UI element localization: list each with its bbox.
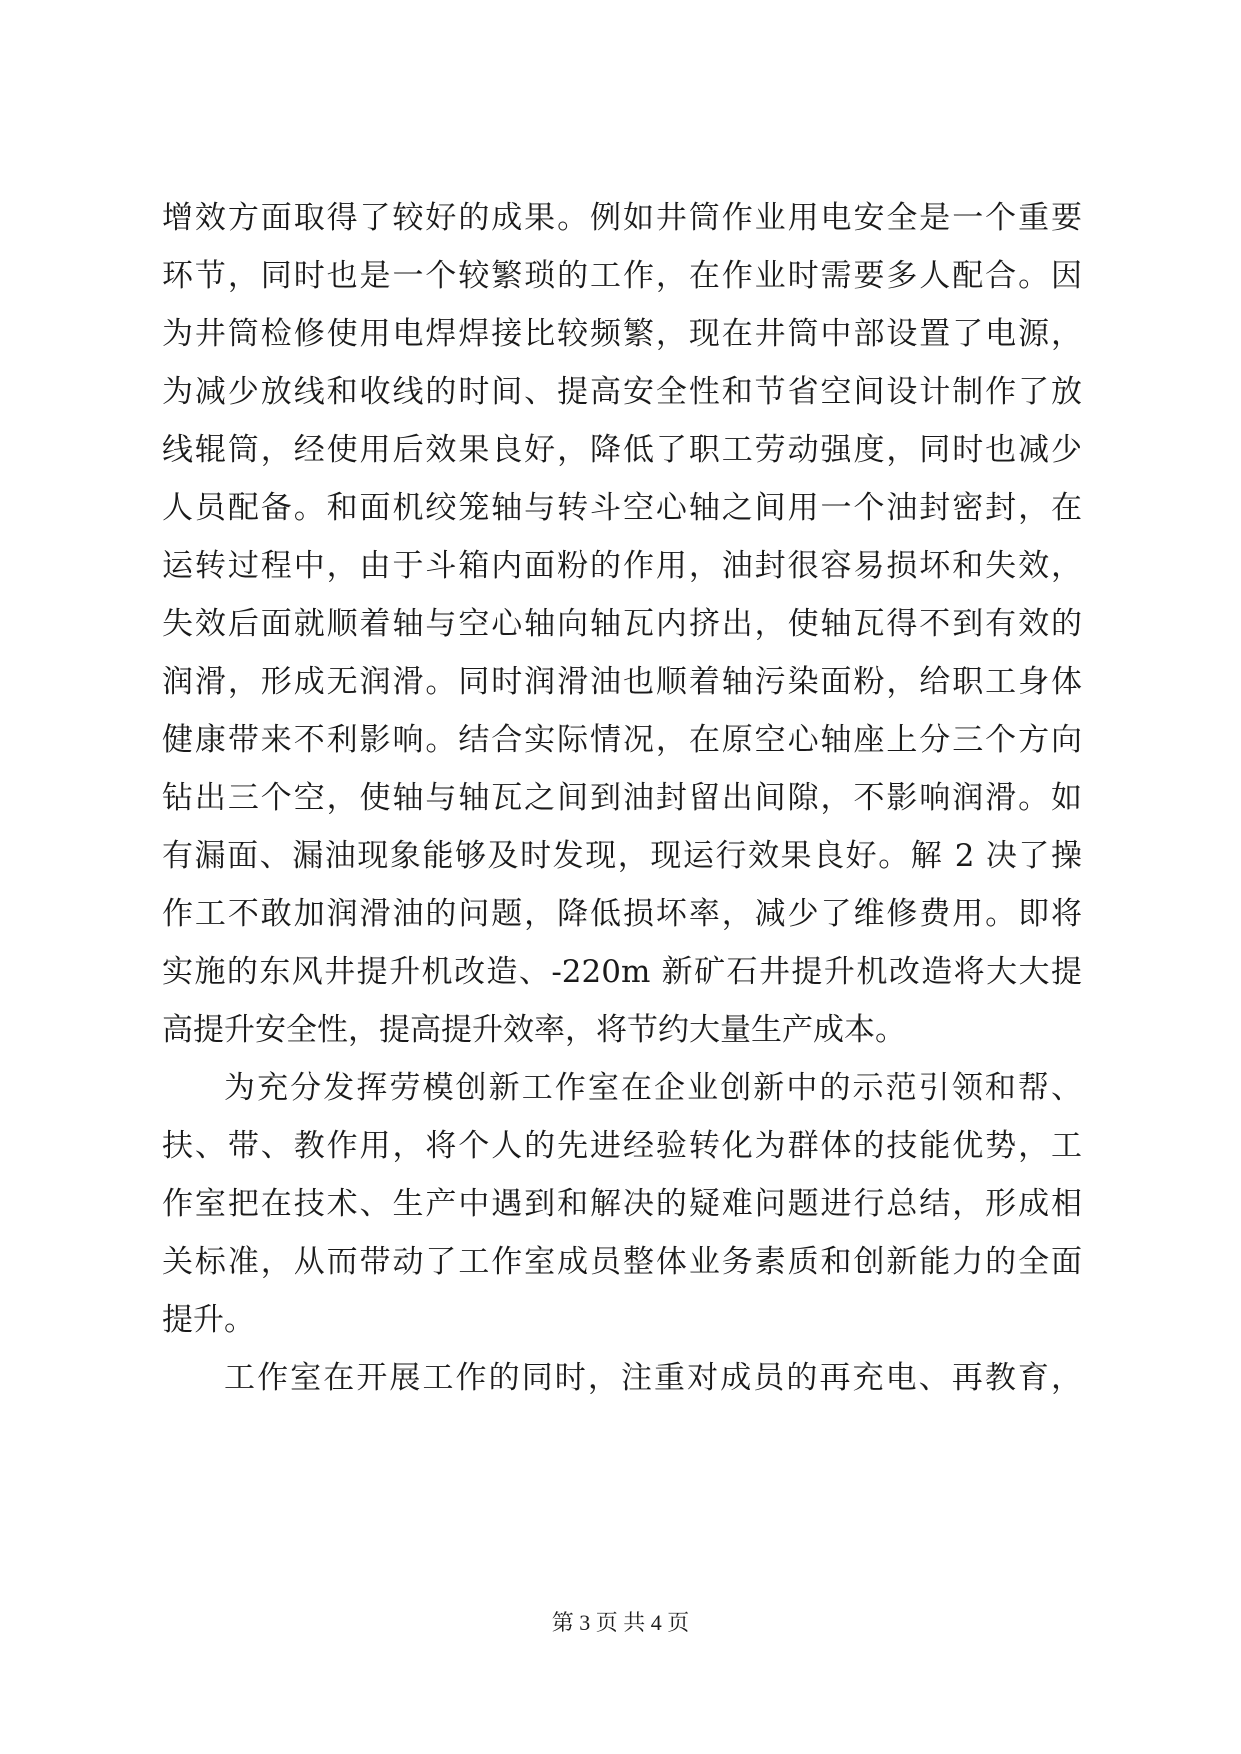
paragraph-2-line-1: 为充分发挥劳模创新工作室在企业创新中的示范引领和帮、 (224, 1070, 1082, 1106)
paragraph-1-line-6: 人员配备。和面机绞笼轴与转斗空心轴之间用一个油封密封，在 (162, 490, 1082, 526)
paragraph-1-line-15: 高提升安全性，提高提升效率，将节约大量生产成本。 (162, 1012, 906, 1048)
page-footer: 第 3 页 共 4 页 (551, 1610, 690, 1635)
paragraph-1-line-7: 运转过程中，由于斗箱内面粉的作用，油封很容易损坏和失效， (162, 548, 1082, 584)
paragraph-1-line-2: 环节，同时也是一个较繁琐的工作，在作业时需要多人配合。因 (162, 258, 1082, 294)
paragraph-1-line-9: 润滑，形成无润滑。同时润滑油也顺着轴污染面粉，给职工身体 (162, 664, 1082, 700)
paragraph-1-line-10: 健康带来不利影响。结合实际情况，在原空心轴座上分三个方向 (162, 722, 1082, 758)
paragraph-1-line-3: 为井筒检修使用电焊焊接比较频繁，现在井筒中部设置了电源， (162, 316, 1082, 352)
paragraph-2-line-5: 提升。 (162, 1302, 255, 1338)
paragraph-1-line-11: 钻出三个空，使轴与轴瓦之间到油封留出间隙，不影响润滑。如 (162, 780, 1082, 816)
paragraph-1-line-8: 失效后面就顺着轴与空心轴向轴瓦内挤出，使轴瓦得不到有效的 (162, 606, 1082, 642)
paragraph-2-line-4: 关标准，从而带动了工作室成员整体业务素质和创新能力的全面 (162, 1244, 1082, 1280)
paragraph-2-line-2: 扶、带、教作用，将个人的先进经验转化为群体的技能优势，工 (162, 1128, 1082, 1164)
paragraph-2-line-3: 作室把在技术、生产中遇到和解决的疑难问题进行总结，形成相 (162, 1186, 1082, 1222)
paragraph-1-line-14: 实施的东风井提升机改造、-220m 新矿石井提升机改造将大大提 (162, 954, 1082, 990)
paragraph-3-line-1: 工作室在开展工作的同时，注重对成员的再充电、再教育， (224, 1360, 1082, 1396)
paragraph-1-line-4: 为减少放线和收线的时间、提高安全性和节省空间设计制作了放 (162, 374, 1082, 410)
paragraph-1-line-12: 有漏面、漏油现象能够及时发现，现运行效果良好。解 2 决了操 (162, 838, 1082, 874)
paragraph-1-line-5: 线辊筒，经使用后效果良好，降低了职工劳动强度，同时也减少 (162, 432, 1082, 468)
paragraph-1-line-13: 作工不敢加润滑油的问题，降低损坏率，减少了维修费用。即将 (162, 896, 1082, 932)
paragraph-1-line-1: 增效方面取得了较好的成果。例如井筒作业用电安全是一个重要 (162, 200, 1082, 236)
